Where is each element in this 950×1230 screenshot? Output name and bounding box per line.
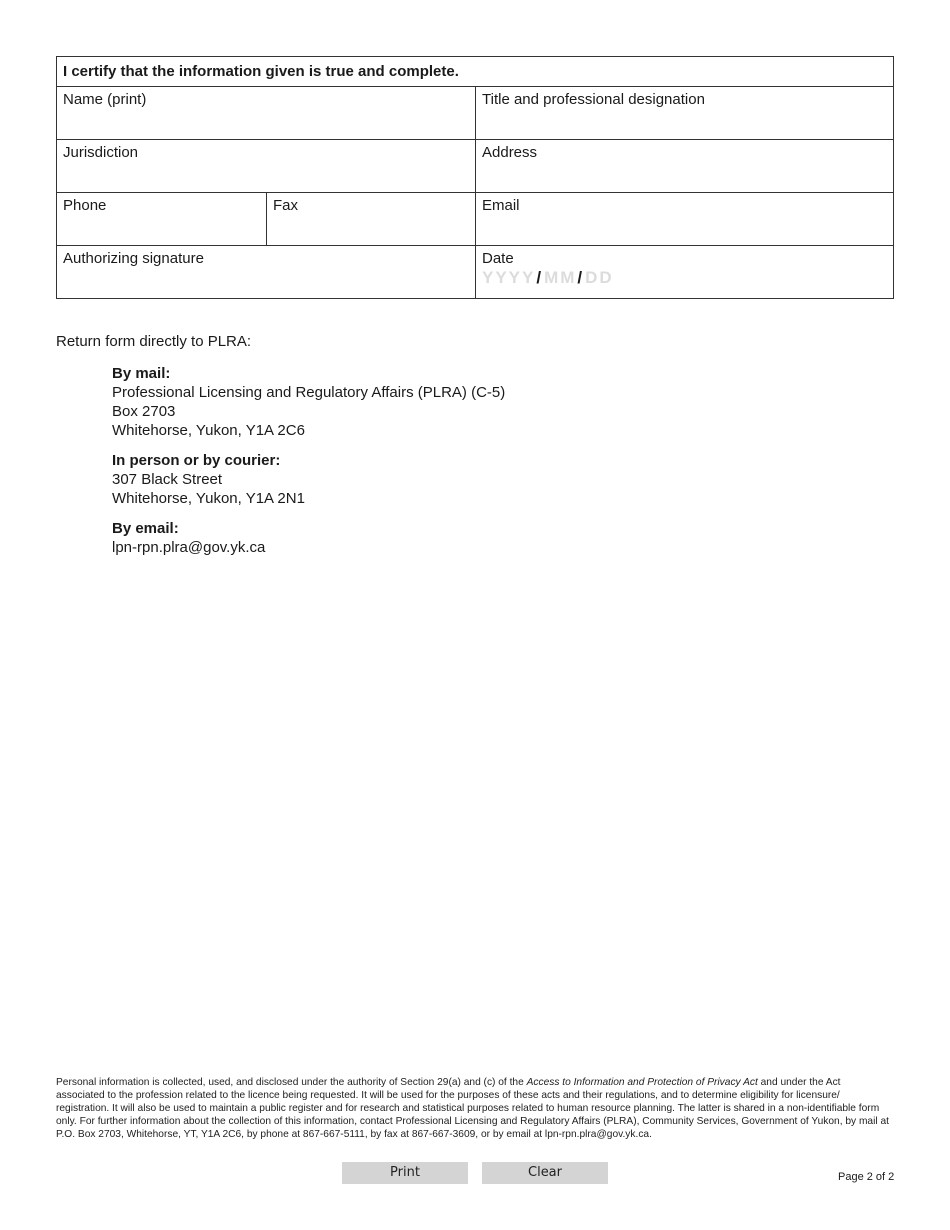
signature-field[interactable] bbox=[57, 246, 475, 298]
mail-line: Box 2703 bbox=[112, 403, 176, 420]
date-field[interactable] bbox=[475, 246, 893, 298]
phone-input[interactable] bbox=[63, 216, 260, 233]
name-title-row bbox=[57, 86, 893, 139]
email-address-block bbox=[112, 519, 265, 557]
fax-input[interactable] bbox=[273, 216, 469, 233]
name-label: Name (print) bbox=[63, 91, 147, 108]
mail-address-block bbox=[112, 364, 505, 440]
privacy-act-name: Access to Information and Protection of Privacy Act bbox=[526, 1077, 758, 1088]
page-number: Page 2 of 2 bbox=[838, 1171, 895, 1183]
date-year-input[interactable]: YYYY bbox=[482, 268, 536, 287]
print-button[interactable]: Print bbox=[342, 1162, 468, 1184]
courier-address-block bbox=[112, 451, 305, 508]
title-label: Title and professional designation bbox=[482, 91, 705, 108]
address-label: Address bbox=[482, 144, 538, 161]
fax-label: Fax bbox=[273, 197, 299, 214]
privacy-text-part2: and under the Act associated to the profession related to the licence being requested. It will be used for the purposes of these acts and their regulations, and to determine eligibility for licensure/ registration. It will also be used to maintain a public register and for research and statistical purposes related to human resource planning. The latter is shared in a non-identifiable form only. For further information about the collection of this information, contact Professional Licensing and Regulatory Affairs (PLRA), Community Services, Government of Yukon, by mail at P.O. Box 2703, Whitehorse, YT, Y1A 2C6, by phone at 867-667-5111, by fax at 867-667-3609, or by email at lpn-rpn.plra@gov.yk.ca. bbox=[56, 1077, 889, 1140]
certify-statement: I certify that the information given is true and complete. bbox=[63, 63, 459, 80]
certification-header-row bbox=[57, 57, 893, 86]
date-month-input[interactable]: MM bbox=[544, 268, 577, 287]
jurisdiction-field[interactable] bbox=[57, 140, 475, 192]
phone-field[interactable] bbox=[57, 193, 266, 245]
jurisdiction-input[interactable] bbox=[63, 163, 469, 180]
fax-field[interactable] bbox=[266, 193, 475, 245]
title-field[interactable] bbox=[475, 87, 893, 139]
return-instructions-title: Return form directly to PLRA: bbox=[56, 333, 252, 350]
date-input-group[interactable] bbox=[482, 268, 887, 288]
phone-label: Phone bbox=[63, 197, 107, 214]
contact-row bbox=[57, 192, 893, 245]
title-input[interactable] bbox=[482, 110, 887, 127]
date-separator: / bbox=[536, 268, 544, 287]
date-separator: / bbox=[577, 268, 585, 287]
clear-button[interactable]: Clear bbox=[482, 1162, 608, 1184]
name-field[interactable] bbox=[57, 87, 475, 139]
jurisdiction-address-row bbox=[57, 139, 893, 192]
jurisdiction-label: Jurisdiction bbox=[63, 144, 139, 161]
email-field[interactable] bbox=[475, 193, 893, 245]
email-input[interactable] bbox=[482, 216, 887, 233]
email-label: Email bbox=[482, 197, 520, 214]
date-day-input[interactable]: DD bbox=[585, 268, 614, 287]
mail-label: By mail: bbox=[112, 365, 171, 382]
mail-line: Whitehorse, Yukon, Y1A 2C6 bbox=[112, 422, 305, 439]
name-input[interactable] bbox=[63, 110, 469, 127]
privacy-text-part1: Personal information is collected, used, and disclosed under the authority of Section 29(a) and (c) of the bbox=[56, 1077, 527, 1088]
email-block-label: By email: bbox=[112, 520, 179, 537]
date-label: Date bbox=[482, 250, 514, 267]
certification-table bbox=[56, 56, 894, 299]
email-address: lpn-rpn.plra@gov.yk.ca bbox=[112, 539, 266, 556]
signature-label: Authorizing signature bbox=[63, 250, 204, 267]
courier-label: In person or by courier: bbox=[112, 452, 281, 469]
signature-date-row bbox=[57, 245, 893, 298]
courier-line: 307 Black Street bbox=[112, 471, 223, 488]
address-field[interactable] bbox=[475, 140, 893, 192]
mail-line: Professional Licensing and Regulatory Affairs (PLRA) (C-5) bbox=[112, 384, 506, 401]
courier-line: Whitehorse, Yukon, Y1A 2N1 bbox=[112, 490, 305, 507]
address-input[interactable] bbox=[482, 163, 887, 180]
privacy-notice bbox=[56, 1076, 892, 1141]
